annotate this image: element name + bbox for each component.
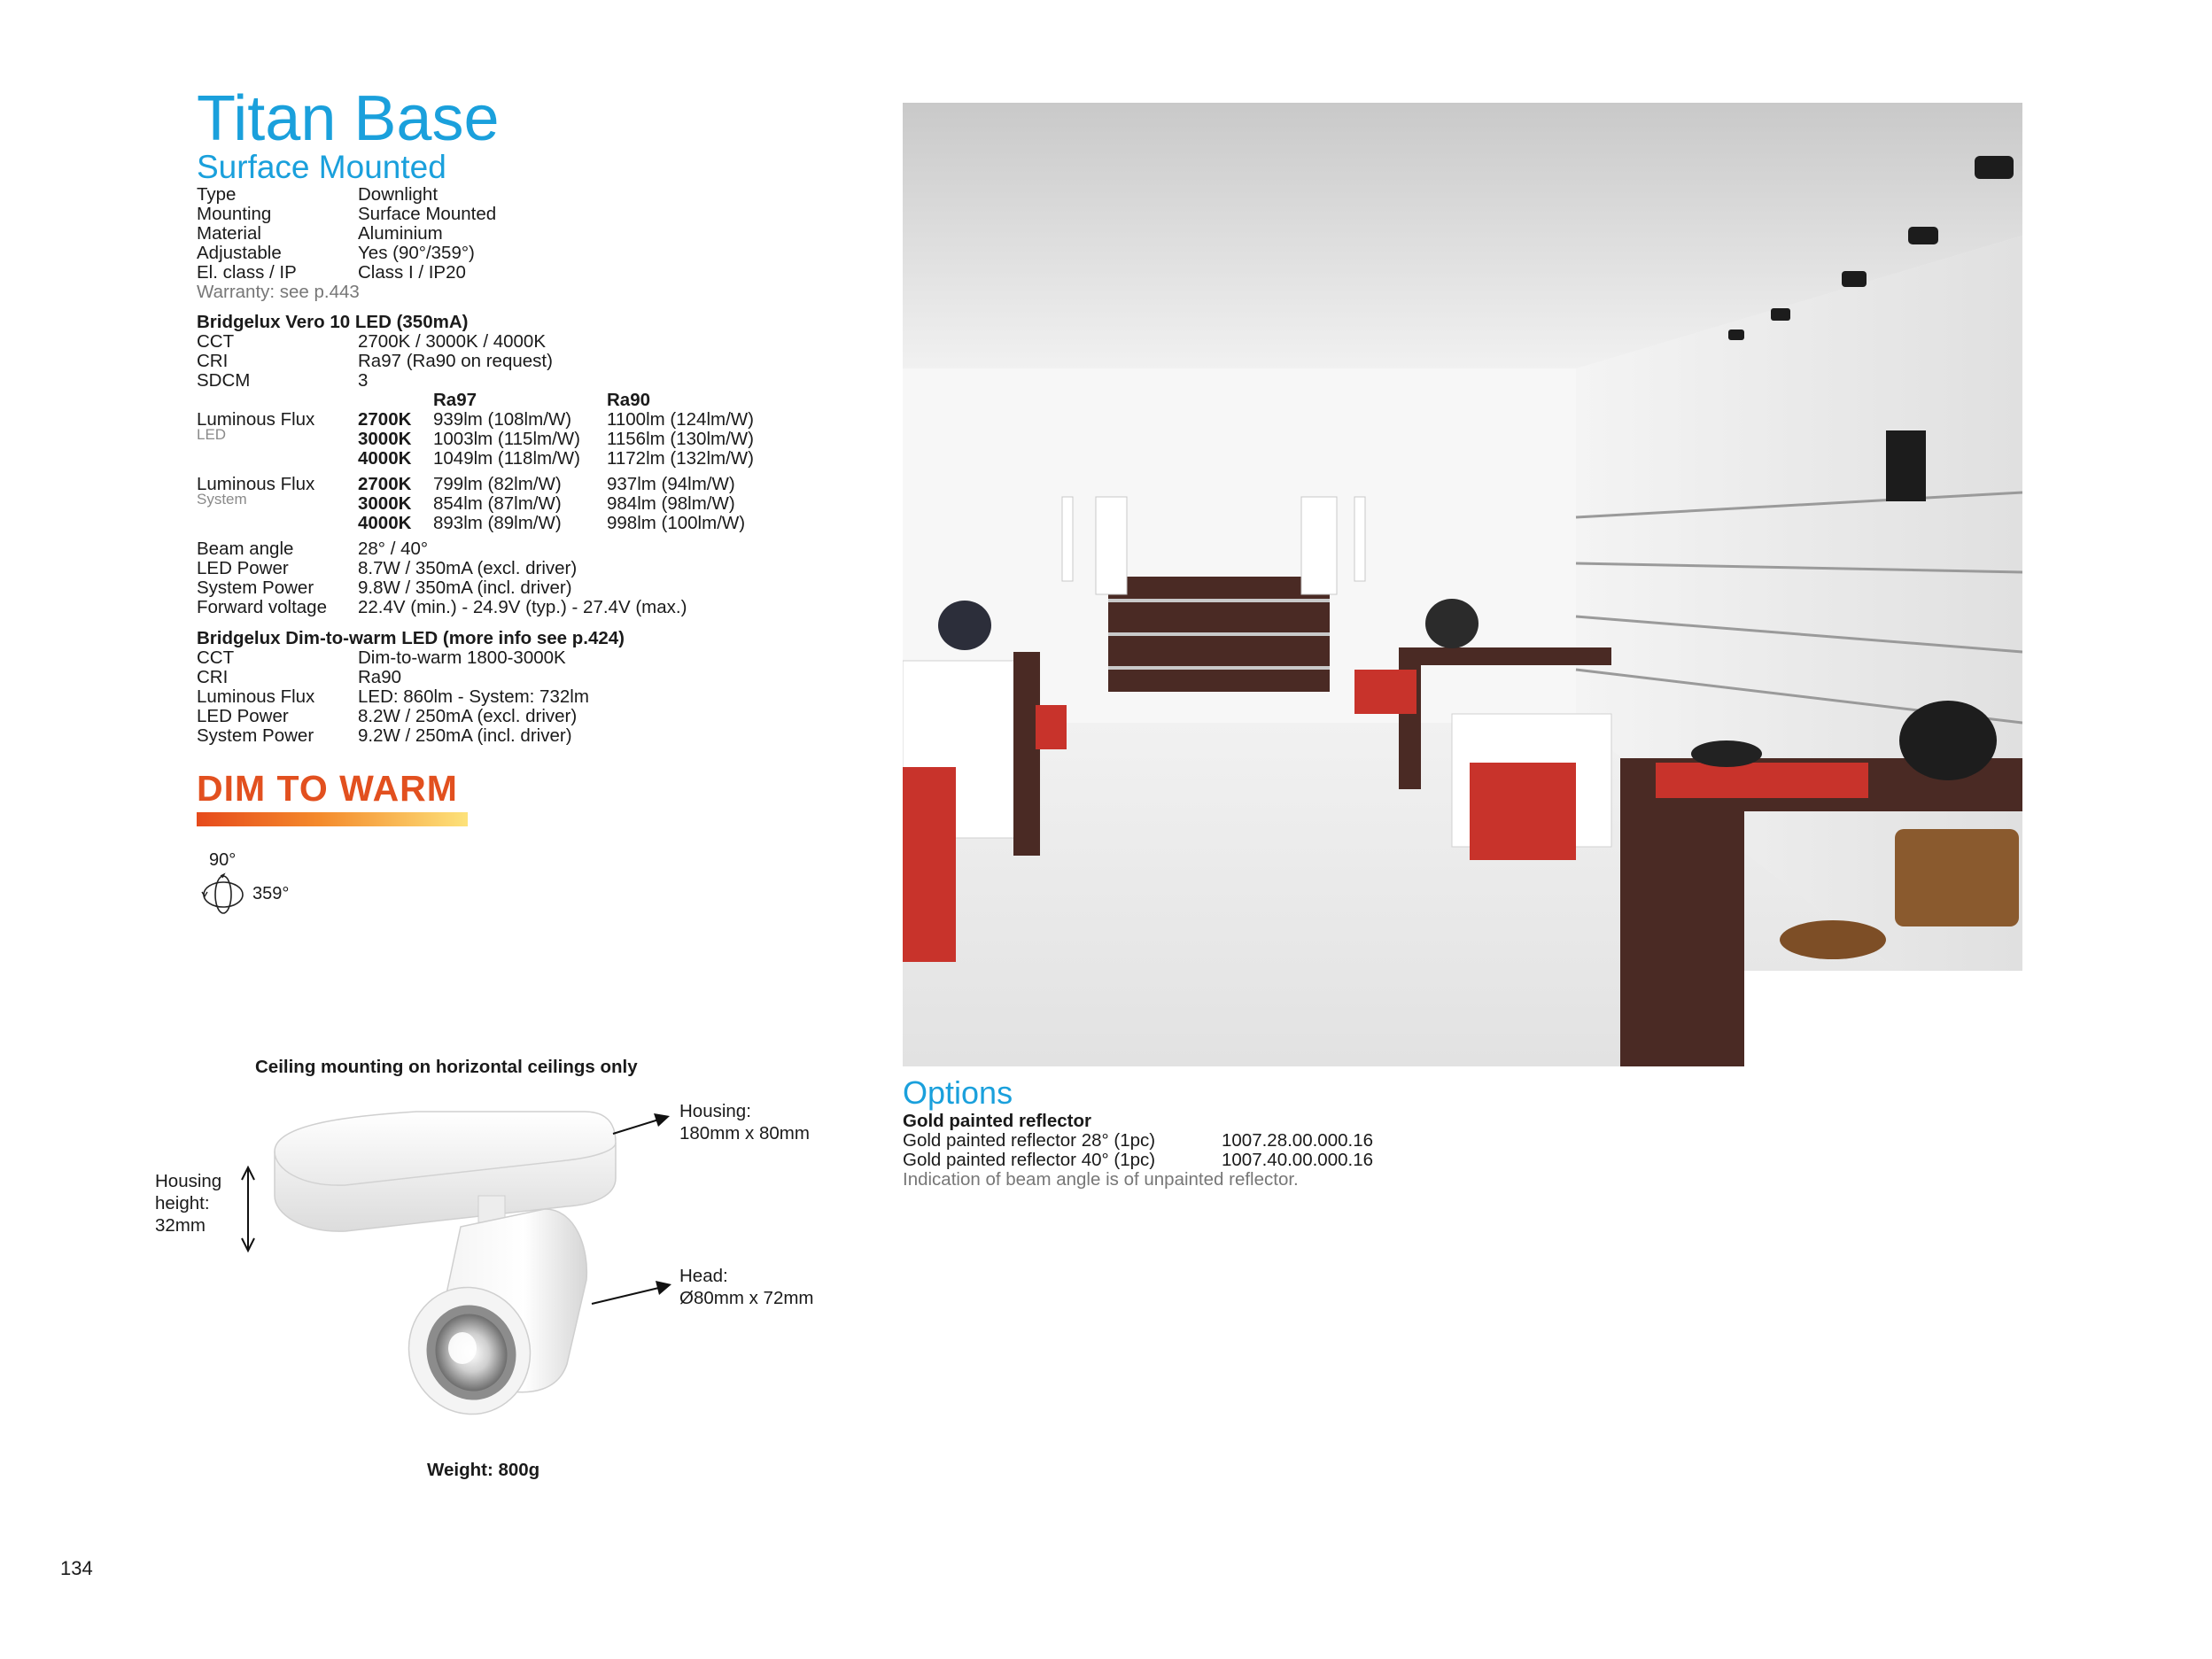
spec-value: Class I / IP20 [358, 262, 466, 283]
shop-interior-photo [903, 103, 2022, 1066]
general-specs: Type Downlight Mounting Surface Mounted Material Aluminium Adjustable Yes (90°/359°) El. class / IP Class I / IP20 Warranty: see p.443 [197, 184, 497, 302]
housing-height-label: Housing height: 32mm [155, 1171, 222, 1236]
rotation-horizontal-label: 359° [252, 884, 290, 903]
vero-led-specs: Bridgelux Vero 10 LED (350mA) CCT 2700K / 3000K / 4000K CRI Ra97 (Ra90 on request) SDCM 3 Ra97 Ra90 Luminous Flux LED 2700K 939lm (108lm/W) 1100lm (124lm/W) 3000K 1003lm (115lm/W) 1156lm (130lm/W) 4000K 1049lm (118lm/W) 1172lm (132lm/W) Luminous Flux System 2700K 799lm (82lm/W) 937lm (94lm/W) 3000K 854lm (87lm/W) 984lm (98lm/W) 4000K 893lm (89lm/W) 998lm (100lm/W) Beam angle 28° / 40° LED Power 8.7W / 350mA (excl. driver) System Power 9.8W / 350mA (incl. driver) Forward voltage 22.4V (min.) - 24.9V (typ.) - 27.4V (max.) [197, 312, 754, 617]
shop-interior-illustration [903, 103, 2022, 1066]
option-name: Gold painted reflector 28° (1pc) [903, 1130, 1156, 1151]
spec-value: Aluminium [358, 223, 443, 244]
product-title: Titan Base [197, 83, 500, 154]
housing-dimension-label: Housing: 180mm x 80mm [679, 1101, 810, 1143]
dim-to-warm-gradient-bar [197, 812, 468, 826]
dim-to-warm-text: DIM TO WARM [197, 768, 458, 809]
dim-to-warm-logo [197, 768, 468, 826]
rotation-indicator [197, 850, 321, 917]
spec-value: Surface Mounted [358, 204, 497, 224]
option-row [903, 1130, 1523, 1150]
spec-value: Yes (90°/359°) [358, 243, 475, 263]
option-row [903, 1150, 1523, 1169]
head-dimension-label: Head: Ø80mm x 72mm [679, 1266, 814, 1308]
rotation-icon [197, 872, 250, 917]
rotation-vertical-label: 90° [209, 850, 237, 870]
option-code: 1007.28.00.000.16 [1222, 1130, 1373, 1151]
spec-label: Mounting [197, 204, 272, 224]
spec-label: Material [197, 223, 261, 244]
spec-value: Downlight [358, 184, 439, 205]
diagram-caption: Ceiling mounting on horizontal ceilings only [255, 1057, 638, 1077]
options-heading: Gold painted reflector [903, 1111, 1091, 1131]
options-title: Options [903, 1074, 1013, 1111]
weight-label: Weight: 800g [427, 1460, 540, 1480]
spec-label: El. class / IP [197, 262, 297, 283]
options-note: Indication of beam angle is of unpainted reflector. [903, 1169, 1299, 1190]
option-name: Gold painted reflector 40° (1pc) [903, 1150, 1156, 1170]
product-subtitle: Surface Mounted [197, 149, 446, 185]
spec-label: Adjustable [197, 243, 282, 263]
option-code: 1007.40.00.000.16 [1222, 1150, 1373, 1170]
page-number: 134 [60, 1557, 93, 1579]
spec-label: Type [197, 184, 237, 205]
dtw-led-specs: Bridgelux Dim-to-warm LED (more info see p.424) CCT Dim-to-warm 1800-3000K CRI Ra90 Luminous Flux LED: 860lm - System: 732lm LED Power 8.2W / 250mA (excl. driver) System Power 9.2W / 250mA (incl. driver) [197, 628, 625, 746]
